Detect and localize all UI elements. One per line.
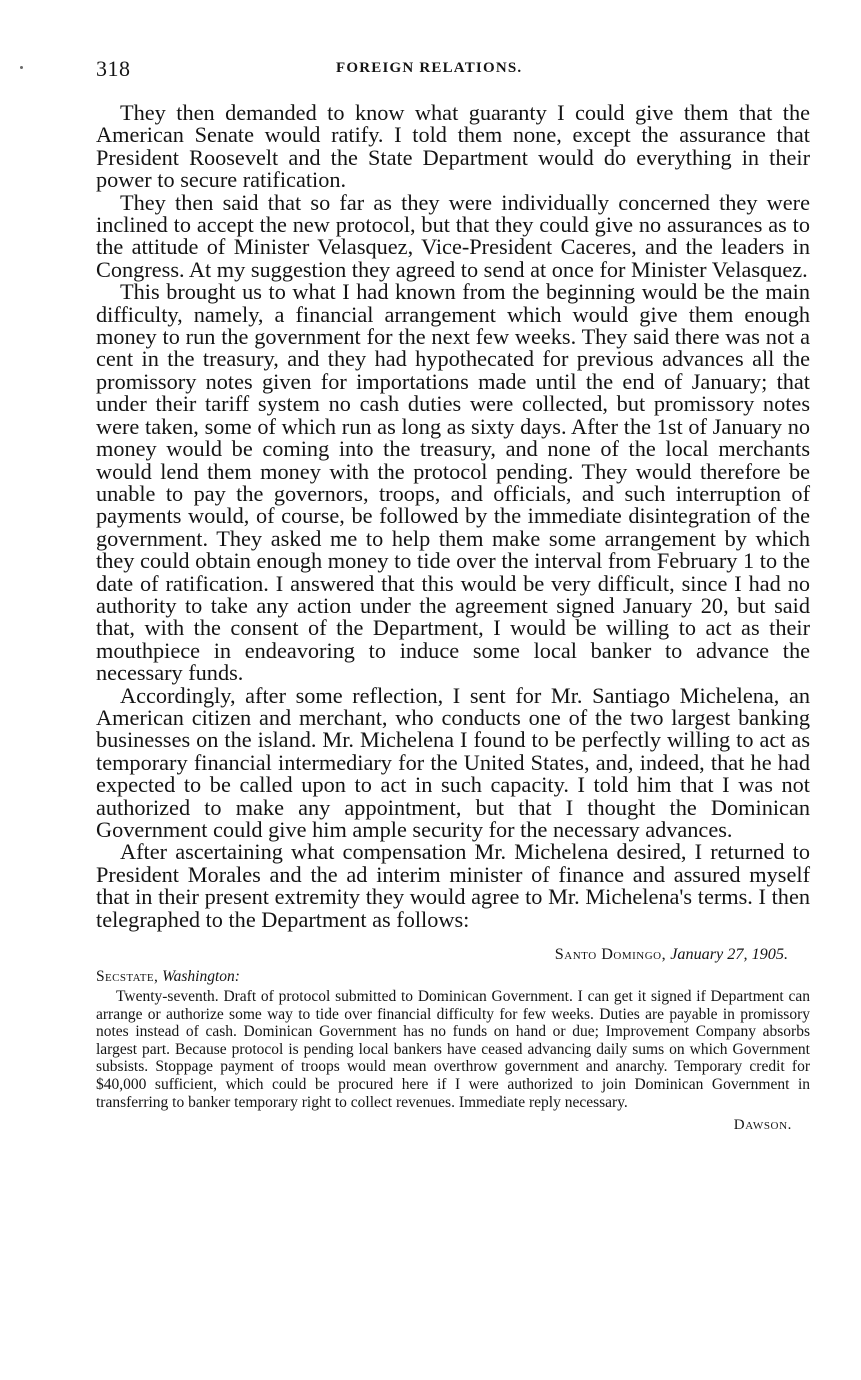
paragraph: They then said that so far as they were individually concerned they were inclined to accept the new protocol, but that they could give no assurances as to the attitude of Minister Velasquez, Vice-President Caceres, and the leaders in Congress. At my suggestion they agreed to send at once for Minister Velasquez. (96, 189, 810, 282)
body-text (96, 102, 810, 931)
telegram-place: Santo Domingo, (554, 945, 667, 964)
paragraph: They then demanded to know what guaranty I could give them that the American Senate would ratify. I told them none, except the assurance that President Roosevelt and the State Department would do everything in their power to secure ratification. (96, 100, 810, 193)
signature: Dawson. (733, 1117, 792, 1134)
paragraph: After ascertaining what compensation Mr. Michelena desired, I returned to President Morales and the ad interim minister of finance and assured myself that in their present extremity they would agree to Mr. Michelena's terms. I then telegraphed to the Department as follows: (96, 839, 810, 932)
margin-speck (20, 66, 23, 69)
page-number: 318 (96, 56, 131, 81)
addressee-city: Washington: (162, 968, 240, 986)
addressee-name: Secstate, (96, 968, 159, 986)
telegram-addressee (96, 968, 810, 986)
running-head: FOREIGN RELATIONS. (336, 60, 523, 76)
page-header (96, 56, 810, 90)
telegram-body: Twenty-seventh. Draft of protocol submitted to Dominican Government. I can get it signed if Department can arrange or authorize some way to tide over financial difficulty for few weeks. Duties are payable in promissory notes instead of cash. Dominican Government has no funds on hand or due; Improvement Company absorbs largest part. Because protocol is pending local bankers have ceased advancing daily sums on which Government subsists. Stoppage payment of troops would mean overthrow government and anarchy. Temporary credit for $40,000 sufficient, which could be procured here if I were authorized to join Dominican Government in transferring to banker temporary right to collect revenues. Immediate reply necessary. (96, 988, 810, 1111)
document-page (96, 56, 810, 1134)
telegram-date: January 27, 1905. (670, 945, 788, 964)
paragraph: Accordingly, after some reflection, I sent for Mr. Santiago Michelena, an American citizen and merchant, who conducts one of the two largest banking businesses on the island. Mr. Michelena I found to be perfectly willing to act as temporary financial intermediary for the United States, and, indeed, that he had expected to be called upon to act in such capacity. I told him that I was not authorized to make any appointment, but that I thought the Dominican Government could give him ample security for the necessary advances. (96, 682, 810, 842)
telegram-dateline (96, 945, 810, 964)
paragraph: This brought us to what I had known from the beginning would be the main difficulty, namely, a financial arrangement which would give them enough money to run the government for the next few weeks. They said there was not a cent in the treasury, and they had hypothecated for previous advances all the promissory notes given for importations made until the end of January; that under their tariff system no cash duties were collected, but promissory notes were taken, some of which run as long as sixty days. After the 1st of January no money would be coming into the treasury, and none of the local merchants would lend them money with the protocol pending. They would therefore be unable to pay the governors, troops, and officials, and such interruption of payments would, of course, be followed by the immediate disintegration of the government. They asked me to help them make some arrangement by which they could obtain enough money to tide over the interval from February 1 to the date of ratification. I answered that this would be very difficult, since I had no authority to take any action under the agreement signed January 20, but said that, with the consent of the Department, I would be willing to act as their mouthpiece in endeavoring to induce some local banker to advance the necessary funds. (96, 279, 810, 686)
